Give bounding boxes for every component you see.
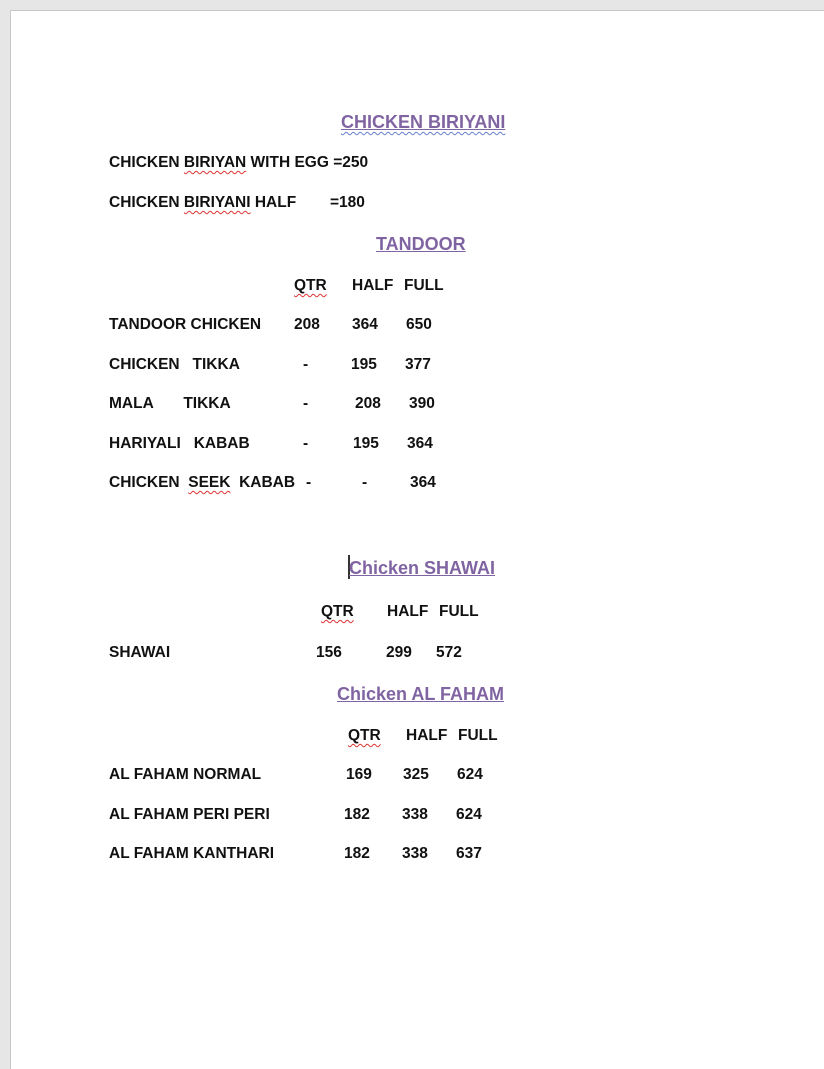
misspelled-word: BIRIYANI — [183, 194, 251, 211]
price-qtr: 182 — [344, 806, 370, 823]
menu-item-name: AL FAHAM PERI PERI — [109, 806, 270, 823]
heading-text: Chicken SHAWAI — [349, 558, 496, 578]
price-half: 299 — [386, 644, 412, 661]
price-full: 637 — [456, 845, 482, 862]
menu-item-name: AL FAHAM KANTHARI — [109, 845, 275, 862]
section-title-shawai — [349, 557, 495, 579]
price-qtr: 169 — [346, 766, 372, 783]
shawai-header-full: FULL — [439, 603, 479, 620]
menu-item-name: SHAWAI — [109, 644, 171, 661]
menu-item-name — [109, 474, 295, 492]
tandoor-header-full: FULL — [404, 277, 444, 294]
header-text: QTR — [321, 603, 354, 620]
price-half: 364 — [352, 316, 378, 333]
misspelled-word: SEEK — [188, 474, 231, 491]
menu-item-name: CHICKEN TIKKA — [109, 356, 240, 373]
price-half: 325 — [403, 766, 429, 783]
text-run: CHICKEN — [109, 194, 184, 211]
heading-text: Chicken AL FAHAM — [337, 684, 505, 704]
price-qtr: - — [303, 435, 309, 452]
price-full: 624 — [456, 806, 482, 823]
price-full: 364 — [410, 474, 436, 491]
text-run: CHICKEN — [109, 154, 184, 171]
misspelled-word: BIRIYAN — [183, 154, 247, 171]
price-full: 377 — [405, 356, 431, 373]
price-qtr: 182 — [344, 845, 370, 862]
price-half: 195 — [351, 356, 377, 373]
document-page[interactable] — [10, 10, 824, 1069]
tandoor-header-half: HALF — [352, 277, 394, 294]
header-text: QTR — [348, 727, 381, 744]
price-half: 208 — [355, 395, 381, 412]
section-title-tandoor — [376, 233, 466, 255]
price-qtr: - — [303, 395, 309, 412]
price-half: 195 — [353, 435, 379, 452]
price-qtr: 208 — [294, 316, 320, 333]
text-run: WITH EGG =250 — [246, 154, 369, 171]
price-half: 338 — [402, 806, 428, 823]
heading-text: CHICKEN BIRIYANI — [341, 112, 506, 132]
alfaham-header-full: FULL — [458, 727, 498, 744]
biriyani-half-price: =180 — [330, 194, 365, 211]
header-text: QTR — [294, 277, 327, 294]
price-full: 390 — [409, 395, 435, 412]
price-full: 624 — [457, 766, 483, 783]
section-title-biriyani — [341, 111, 505, 133]
price-qtr: 156 — [316, 644, 342, 661]
shawai-header-half: HALF — [387, 603, 429, 620]
price-full: 572 — [436, 644, 462, 661]
menu-item-name: MALA TIKKA — [109, 395, 231, 412]
price-qtr: - — [306, 474, 312, 491]
section-title-alfaham — [337, 683, 504, 705]
tandoor-header-qtr — [294, 277, 327, 295]
text-run: CHICKEN — [109, 474, 189, 491]
biriyani-line-1 — [109, 154, 368, 172]
biriyani-line-2 — [109, 194, 296, 212]
menu-item-name: TANDOOR CHICKEN — [109, 316, 262, 333]
menu-item-name: HARIYALI KABAB — [109, 435, 250, 452]
text-run: KABAB — [230, 474, 296, 491]
heading-text: TANDOOR — [376, 234, 466, 254]
price-half: 338 — [402, 845, 428, 862]
menu-item-name: AL FAHAM NORMAL — [109, 766, 262, 783]
alfaham-header-half: HALF — [406, 727, 448, 744]
text-run: HALF — [250, 194, 297, 211]
price-full: 364 — [407, 435, 433, 452]
shawai-header-qtr — [321, 603, 354, 621]
alfaham-header-qtr — [348, 727, 381, 745]
price-half: - — [362, 474, 368, 491]
price-full: 650 — [406, 316, 432, 333]
price-qtr: - — [303, 356, 309, 373]
